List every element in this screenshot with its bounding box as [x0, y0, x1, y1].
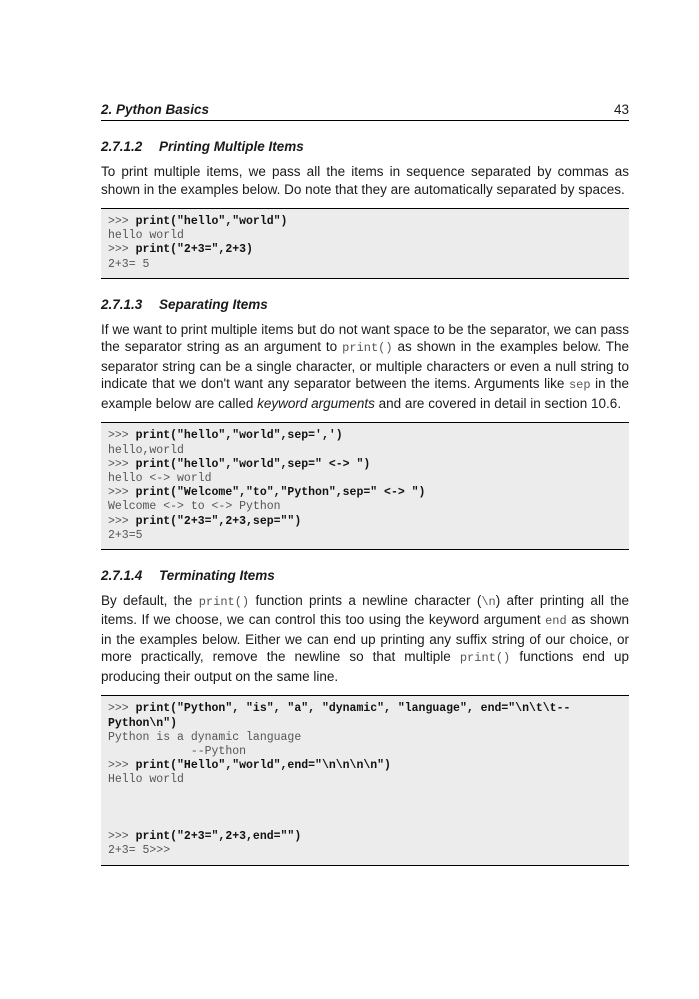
code-command: Python\n")	[108, 716, 178, 730]
code-output-line	[108, 773, 621, 787]
code-blank-line	[108, 802, 621, 816]
code-output-line	[108, 529, 621, 543]
code-prompt: >>>	[108, 759, 136, 773]
code-command: print("hello","world",sep=" <-> ")	[135, 457, 371, 471]
code-prompt: >>>	[108, 243, 136, 257]
code-prompt: >>>	[108, 830, 136, 844]
code-prompt: >>>	[108, 457, 136, 471]
code-output-line	[108, 500, 621, 514]
code-output-line	[108, 229, 621, 243]
code-command: print("2+3=",2+3,end="")	[135, 830, 302, 844]
code-output-line	[108, 731, 621, 745]
code-prompt: >>>	[108, 514, 136, 528]
emphasis: keyword arguments	[257, 395, 375, 411]
code-command: print("Hello","world",end="\n\n\n\n")	[135, 759, 391, 773]
code-input-line	[108, 243, 621, 257]
code-output: hello world	[108, 229, 184, 243]
code-input-line	[108, 458, 621, 472]
code-output: 2+3=5	[108, 528, 143, 542]
section-paragraph: By default, the print() function prints a newline character (\n) after printing all the items. If we choose, we can control this too using the keyword argument end as shown in the examples below. Either we can end up printing any suffix string of our choice, or more practically, remove the newline so that multiple print() functions end up producing their output on the same line.	[101, 592, 630, 684]
code-command: print("hello","world")	[135, 215, 288, 228]
running-header	[101, 102, 629, 121]
inline-code: print()	[198, 594, 250, 609]
code-output: hello,world	[108, 443, 184, 457]
code-command: print("hello","world",sep=',')	[135, 429, 343, 443]
inline-code: print()	[459, 651, 511, 666]
section-heading	[101, 297, 629, 312]
section-number: 2.7.1.4	[101, 567, 143, 583]
code-input-line	[108, 429, 621, 443]
code-output: Welcome <-> to <-> Python	[108, 500, 281, 514]
code-input-line	[108, 702, 621, 716]
section-heading	[101, 568, 629, 583]
section-title: Terminating Items	[159, 567, 275, 583]
code-output-line	[108, 258, 621, 272]
section-number: 2.7.1.2	[101, 139, 143, 154]
code-output: 2+3= 5	[108, 257, 150, 271]
inline-code: \n	[481, 594, 496, 609]
code-input-line	[108, 515, 621, 529]
code-command: print("Welcome","to","Python",sep=" <-> ")	[135, 486, 426, 500]
section-heading	[101, 139, 629, 154]
code-output: 2+3= 5>>>	[108, 844, 171, 858]
book-page	[101, 102, 629, 866]
code-block	[101, 695, 629, 865]
code-command: print("2+3=",2+3,sep="")	[135, 514, 302, 528]
code-input-line	[108, 215, 621, 229]
code-prompt: >>>	[108, 702, 136, 716]
chapter-title: 2. Python Basics	[101, 102, 210, 117]
code-input-line	[108, 830, 621, 844]
code-input-line	[108, 717, 621, 731]
code-output-line	[108, 472, 621, 486]
code-output-line	[108, 444, 621, 458]
code-output-line	[108, 745, 621, 759]
section-paragraph: If we want to print multiple items but do not want space to be the separator, we can pass the separator string as an argument to print() as shown in the examples below. The separator string can be a single character, or multiple characters or even a null string to indicate that we don't want any separator between the items. Arguments like sep in the example below are called keyword arguments and are covered in detail in section 10.6.	[101, 321, 629, 411]
code-command: print("2+3=",2+3)	[135, 243, 253, 257]
code-prompt: >>>	[108, 486, 136, 500]
section-number: 2.7.1.3	[101, 296, 143, 312]
code-output-line	[108, 844, 621, 858]
code-prompt: >>>	[108, 429, 136, 443]
code-blank-line	[108, 788, 621, 802]
code-prompt: >>>	[108, 215, 136, 228]
code-command: print("Python", "is", "a", "dynamic", "language", end="\n\t\t--	[135, 702, 571, 716]
code-input-line	[108, 759, 621, 773]
code-output: --Python	[108, 745, 247, 759]
section-title: Separating Items	[159, 296, 268, 312]
section-title: Printing Multiple Items	[159, 139, 304, 154]
code-block	[101, 422, 629, 550]
code-block	[101, 208, 629, 279]
inline-code: sep	[568, 378, 591, 393]
code-output: Hello world	[108, 773, 184, 787]
inline-code: print()	[342, 341, 393, 356]
page-number: 43	[613, 102, 629, 117]
code-blank-line	[108, 816, 621, 830]
section-paragraph: To print multiple items, we pass all the items in sequence separated by commas as shown in the examples below. Do note that they are automatically separated by spaces.	[101, 164, 629, 197]
code-output: hello <-> world	[108, 471, 212, 485]
code-input-line	[108, 486, 621, 500]
code-output: Python is a dynamic language	[108, 730, 302, 744]
inline-code: end	[545, 614, 567, 629]
